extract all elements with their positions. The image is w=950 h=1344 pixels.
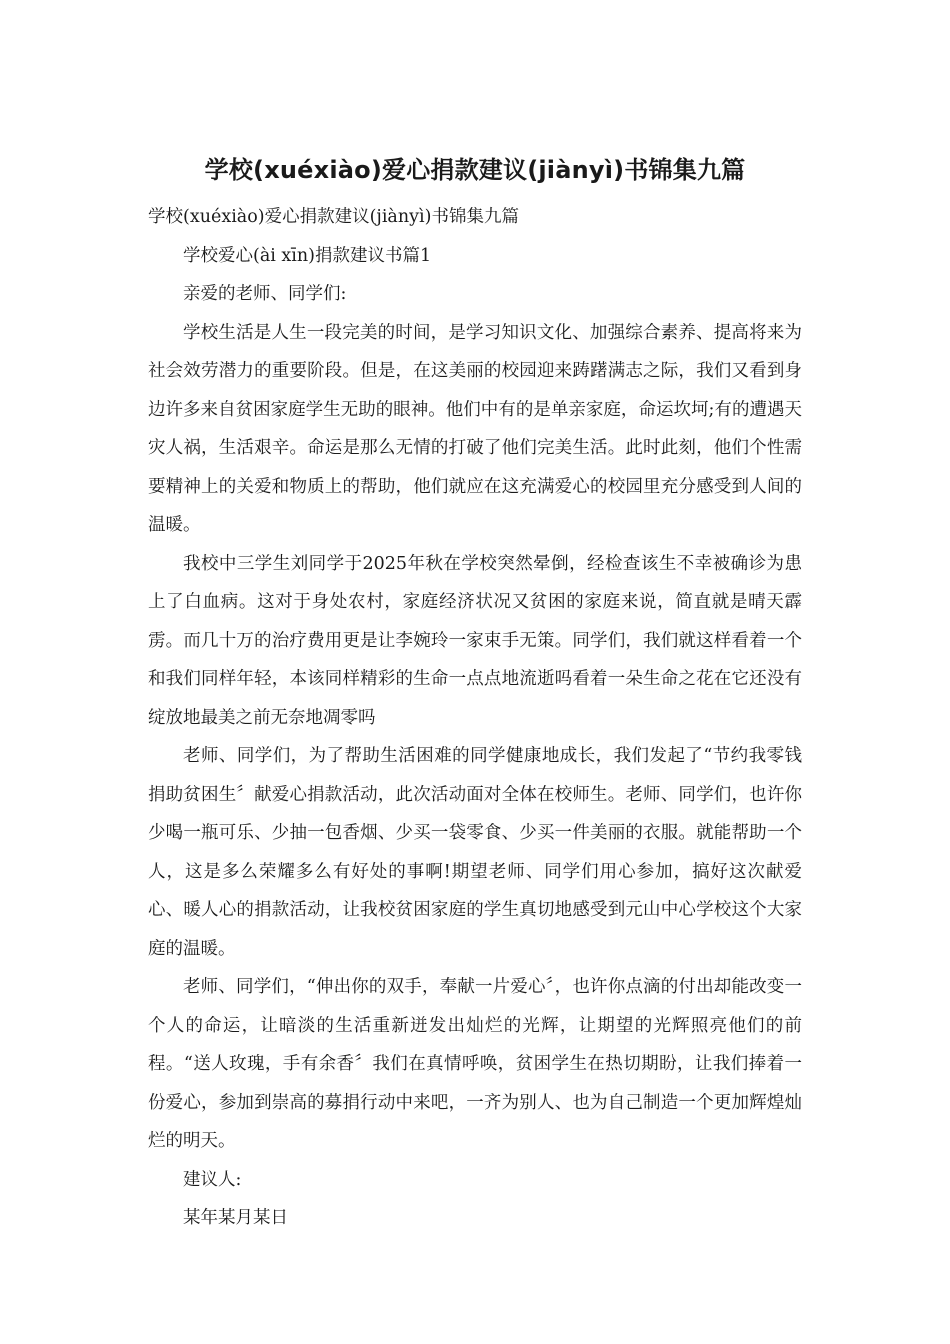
body-paragraph-1: 学校生活是人生一段完美的时间，是学习知识文化、加强综合素养、提高将来为社会效劳潜力的重要阶段。但是，在这美丽的校园迎来踌躇满志之际，我们又看到身边许多来自贫困家庭学生无助的眼神。他们中有的是单亲家庭，命运坎坷;有的遭遇天灾人祸，生活艰辛。命运是那么无情的打破了他们完美生活。此时此刻，他们个性需要精神上的关爱和物质上的帮助，他们就应在这充满爱心的校园里充分感受到人间的温暖。	[148, 322, 802, 535]
body-paragraph-4: 老师、同学们，“伸出你的双手，奉献一片爱心〞，也许你点滴的付出却能改变一个人的命运，让暗淡的生活重新迸发出灿烂的光辉，让期望的光辉照亮他们的前程。“送人玫瑰，手有余香〞我们在真情呼唤，贫困学生在热切期盼，让我们捧着一份爱心，参加到崇高的募捐行动中来吧，一齐为别人、也为自己制造一个更加辉煌灿烂的明天。	[148, 977, 802, 1151]
section-heading: 学校爱心(ài xīn)捐款建议书篇1	[183, 245, 432, 266]
document-subtitle: 学校(xuéxiào)爱心捐款建议(jiànyì)书锦集九篇	[148, 207, 519, 227]
document-title: 学校(xuéxiào)爱心捐款建议(jiànyì)书锦集九篇	[204, 156, 746, 184]
body-paragraph-2: 我校中三学生刘同学于2025年秋在学校突然晕倒，经检查该生不幸被确诊为患上了白血病。这对于身处农村，家庭经济状况又贫困的家庭来说，简直就是晴天霹雳。而几十万的治疗费用更是让李婉玲一家束手无策。同学们，我们就这样看着一个和我们同样年轻，本该同样精彩的生命一点点地流逝吗看着一朵生命之花在它还没有绽放地最美之前无奈地凋零吗	[148, 553, 802, 728]
signature-label: 建议人:	[183, 1169, 242, 1190]
document-page	[148, 150, 802, 1238]
date-line: 某年某月某日	[183, 1208, 288, 1228]
greeting-line: 亲爱的老师、同学们:	[183, 284, 347, 304]
body-paragraph-3: 老师、同学们，为了帮助生活困难的同学健康地成长，我们发起了“节约我零钱捐助贫困生〞献爱心捐款活动，此次活动面对全体在校师生。老师、同学们，也许你少喝一瓶可乐、少抽一包香烟、少买一袋零食、少买一件美丽的衣服。就能帮助一个人，这是多么荣耀多么有好处的事啊!期望老师、同学们用心参加，搞好这次献爱心、暖人心的捐款活动，让我校贫困家庭的学生真切地感受到元山中心学校这个大家庭的温暖。	[148, 746, 802, 959]
